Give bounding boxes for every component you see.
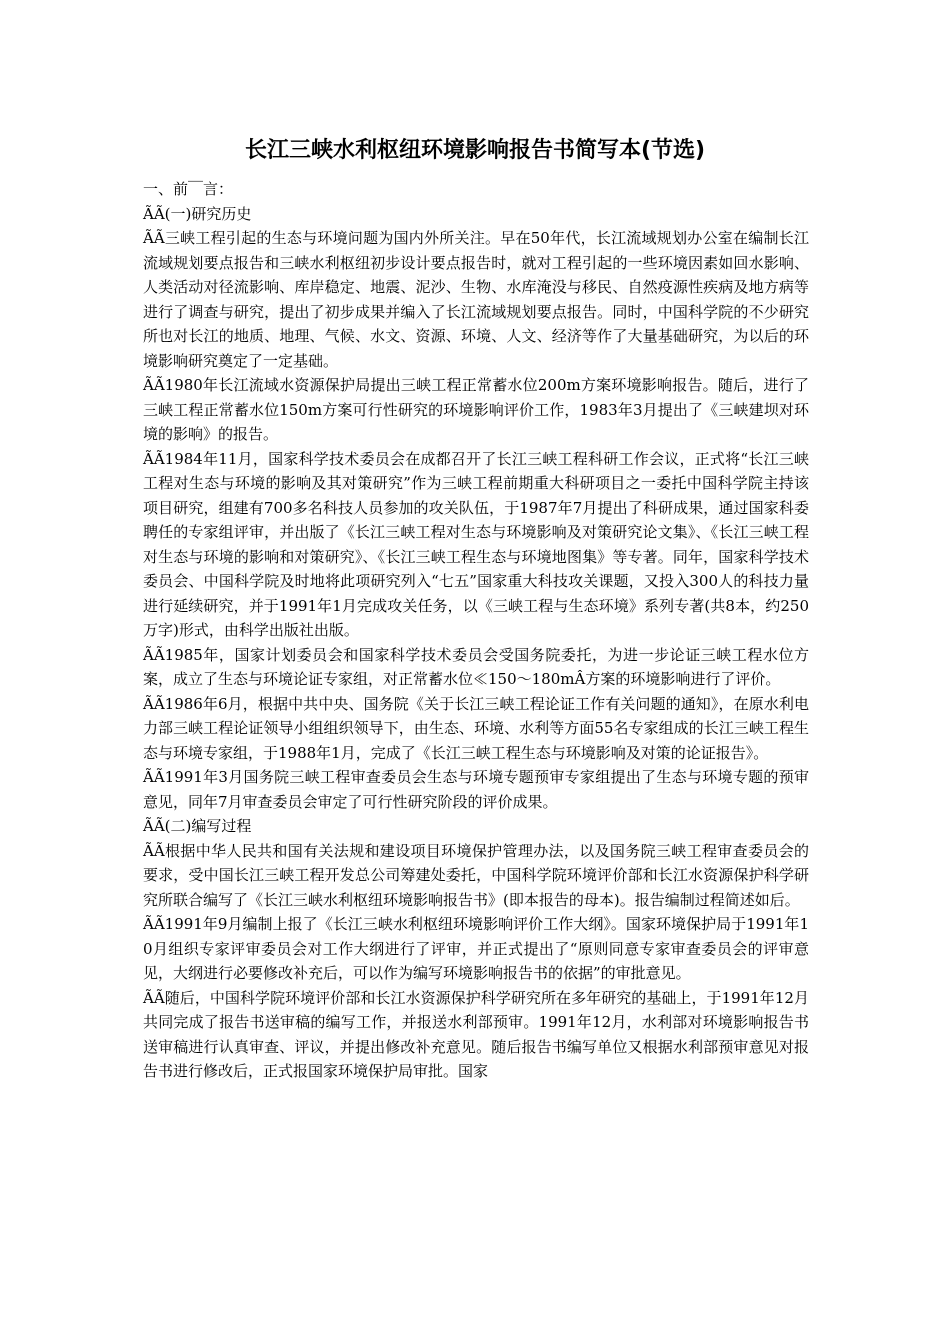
paragraph: ÃÃ1991年9月编制上报了《长江三峡水利枢纽环境影响评价工作大纲》。国家环境保护局于1991年10月组织专家评审委员会对工作大纲进行了评审，并正式提出了“原则同意专家审查委员会的评审意见，大纲进行必要修改补充后，可以作为编写环境影响报告书的依据”的审批意见。: [143, 915, 809, 982]
paragraph: ÃÃ1980年长江流域水资源保护局提出三峡工程正常蓄水位200m方案环境影响报告。随后，进行了三峡工程正常蓄水位150m方案可行性研究的环境影响评价工作，1983年3月提出了《三峡建坝对环境的影响》的报告。: [143, 376, 809, 443]
paragraph: ÃÃ1991年3月国务院三峡工程审查委员会生态与环境专题预审专家组提出了生态与环境专题的预审意见，同年7月审查委员会审定了可行性研究阶段的评价成果。: [143, 768, 809, 811]
paragraph: ÃÃ随后，中国科学院环境评价部和长江水资源保护科学研究所在多年研究的基础上，于1991年12月共同完成了报告书送审稿的编写工作，并报送水利部预审。1991年12月，水利部对环境影响报告书送审稿进行认真审查、评议，并提出修改补充意见。随后报告书编写单位又根据水利部预审意见对报告书进行修改后，正式报国家环境保护局审批。国家: [143, 988, 809, 1080]
paragraph: ÃÃ根据中华人民共和国有关法规和建设项目环境保护管理办法，以及国务院三峡工程审查委员会的要求，受中国长江三峡工程开发总公司筹建处委托，中国科学院环境评价部和长江水资源保护科学研究所联合编写了《长江三峡水利枢纽环境影响报告书》(即本报告的母本)。报告编制过程简述如后。: [143, 841, 809, 909]
paragraph: ÃÃ1985年，国家计划委员会和国家科学技术委员会受国务院委托，为进一步论证三峡工程水位方案，成立了生态与环境论证专家组，对正常蓄水位≪150～180mÂ方案的环境影响进行了评价。: [143, 645, 809, 688]
document-title: 长江三峡水利枢纽环境影响报告书简写本(节选): [244, 138, 706, 163]
subsection-heading-writing-process: ÃÃ(二)编写过程: [143, 817, 252, 835]
section-heading-preface: 一、前￣言：: [143, 180, 234, 198]
subsection-heading-research-history: ÃÃ(一)研究历史: [143, 204, 252, 223]
paragraph: ÃÃ三峡工程引起的生态与环境问题为国内外所关注。早在50年代，长江流域规划办公室在编制长江流域规划要点报告和三峡水利枢纽初步设计要点报告时，就对工程引起的一些环境因素如回水影响、人类活动对径流影响、库岸稳定、地震、泥沙、生物、水库淹没与移民、自然疫源性疾病及地方病等进行了调查与研究，提出了初步成果并编入了长江流域规划要点报告。同时，中国科学院的不少研究所也对长江的地质、地理、气候、水文、资源、环境、人文、经济等作了大量基础研究，为以后的环境影响研究奠定了一定基础。: [143, 229, 809, 370]
document-body: [143, 177, 809, 1084]
paragraph: ÃÃ1984年11月，国家科学技术委员会在成都召开了长江三峡工程科研工作会议，正式将“长江三峡工程对生态与环境的影响及其对策研究”作为三峡工程前期重大科研项目之一委托中国科学院主持该项目研究，组建有700多名科技人员参加的攻关队伍，于1987年7月提出了科研成果，通过国家科委聘任的专家组评审，并出版了《长江三峡工程对生态与环境影响及对策研究论文集》、《长江三峡工程对生态与环境的影响和对策研究》、《长江三峡工程生态与环境地图集》等专著。同年，国家科学技术委员会、中国科学院及时地将此项研究列入“七五”国家重大科技攻关课题，又投入300人的科技力量进行延续研究，并于1991年1月完成攻关任务，以《三峡工程与生态环境》系列专著(共8本，约250万字)形式，由科学出版社出版。: [143, 449, 809, 639]
paragraph: ÃÃ1986年6月，根据中共中央、国务院《关于长江三峡工程论证工作有关问题的通知》，在原水利电力部三峡工程论证领导小组组织领导下，由生态、环境、水利等方面55名专家组成的长江三峡工程生态与环境专家组，于1988年1月，完成了《长江三峡工程生态与环境影响及对策的论证报告》。: [143, 694, 809, 762]
